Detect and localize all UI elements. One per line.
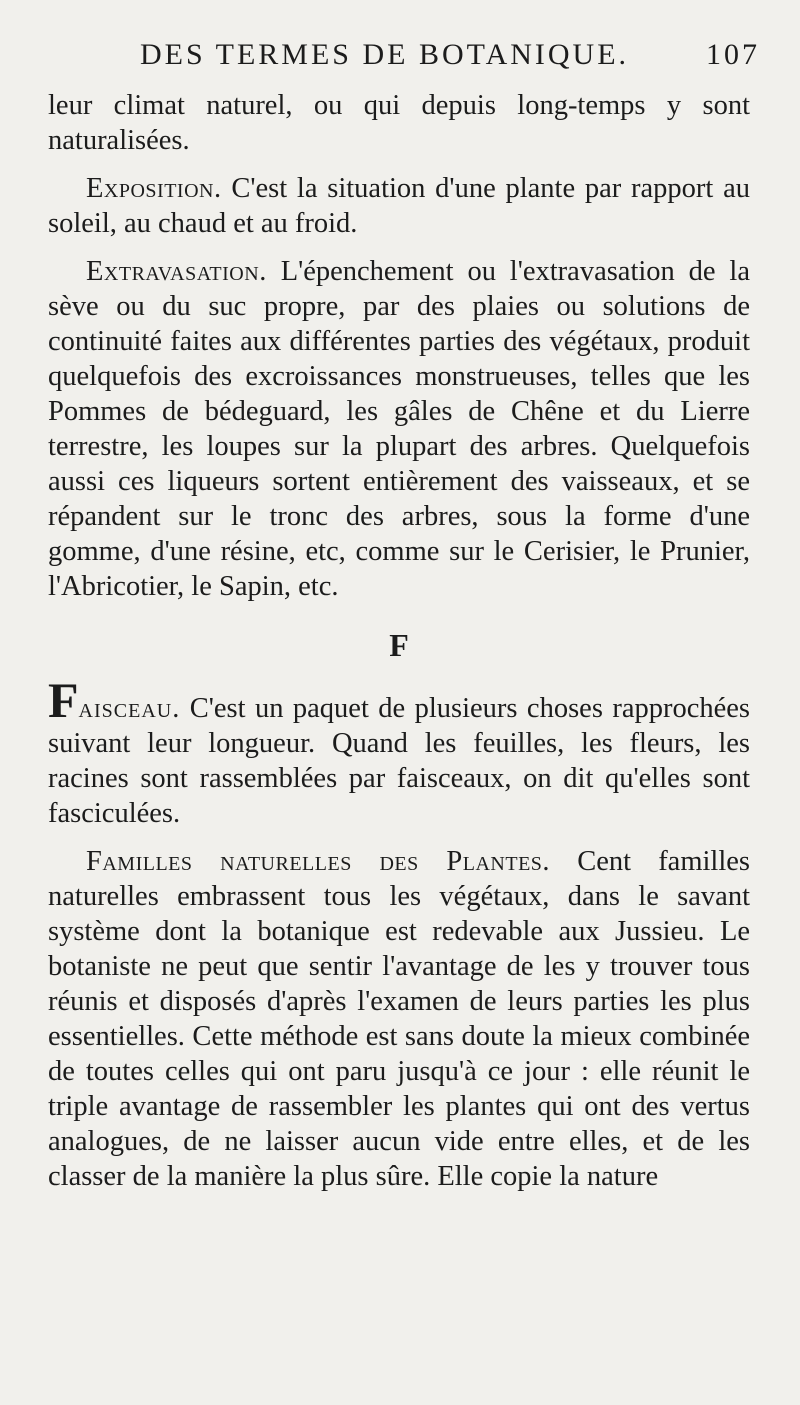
entry-exposition — [48, 171, 750, 241]
body-text — [48, 88, 750, 1207]
running-head — [140, 38, 760, 72]
entry-text: C'est la situation d'une plante par rapport au soleil, au chaud et au froid. — [48, 173, 750, 239]
section-letter: F — [389, 627, 409, 663]
running-head-title: DES TERMES DE BOTANIQUE. — [140, 38, 630, 71]
entry-faisceau — [48, 672, 750, 831]
entry-text: L'épenchement ou l'extravasation de la sève ou du suc propre, par des plaies ou solutions de continuité faites aux différentes parties des végétaux, produit quelquefois des excroissances monstrueuses, telles que les Pommes de bédeguard, les gâles de Chêne et du Lierre terrestre, les loupes sur la plupart des arbres. Quelquefois aussi ces liqueurs sortent entièrement des vaisseaux, et se répandent sur le tronc des arbres, sous la forme d'une gomme, d'une résine, etc, comme sur le Cerisier, le Prunier, l'Abricotier, le Sapin, etc. — [48, 256, 750, 602]
entry-familles — [48, 844, 750, 1194]
entry-term: Exposition. — [86, 173, 222, 204]
entry-term: Extravasation. — [86, 256, 267, 287]
paragraph-text: leur climat naturel, ou qui depuis long-temps y sont naturalisées. — [48, 90, 750, 156]
entry-term: aisceau. — [78, 693, 181, 724]
entry-text: C'est un paquet de plusieurs choses rapprochées suivant leur longueur. Quand les feuilles, les fleurs, les racines sont rassemblées par faisceaux, on dit qu'elles sont fasciculées. — [48, 693, 750, 829]
page-number: 107 — [706, 38, 760, 71]
entry-text: Cent familles naturelles embrassent tous les végétaux, dans le savant système dont la botanique est redevable aux Jussieu. Le botaniste ne peut que sentir l'avantage de les y trouver tous réunis et disposés d'après l'examen de leurs parties les plus essentielles. Cette méthode est sans doute la mieux combinée de toutes celles qui ont paru jusqu'à ce jour : elle réunit le triple avantage de rassembler les plantes qui ont des vertus analogues, de ne laisser aucun vide entre elles, et de les classer de la manière la plus sûre. Elle copie la nature — [48, 846, 750, 1192]
drop-cap: F — [48, 672, 79, 728]
paragraph-continuation — [48, 88, 750, 158]
entry-extravasation — [48, 254, 750, 604]
entry-term: Familles naturelles des Plantes. — [86, 846, 551, 877]
